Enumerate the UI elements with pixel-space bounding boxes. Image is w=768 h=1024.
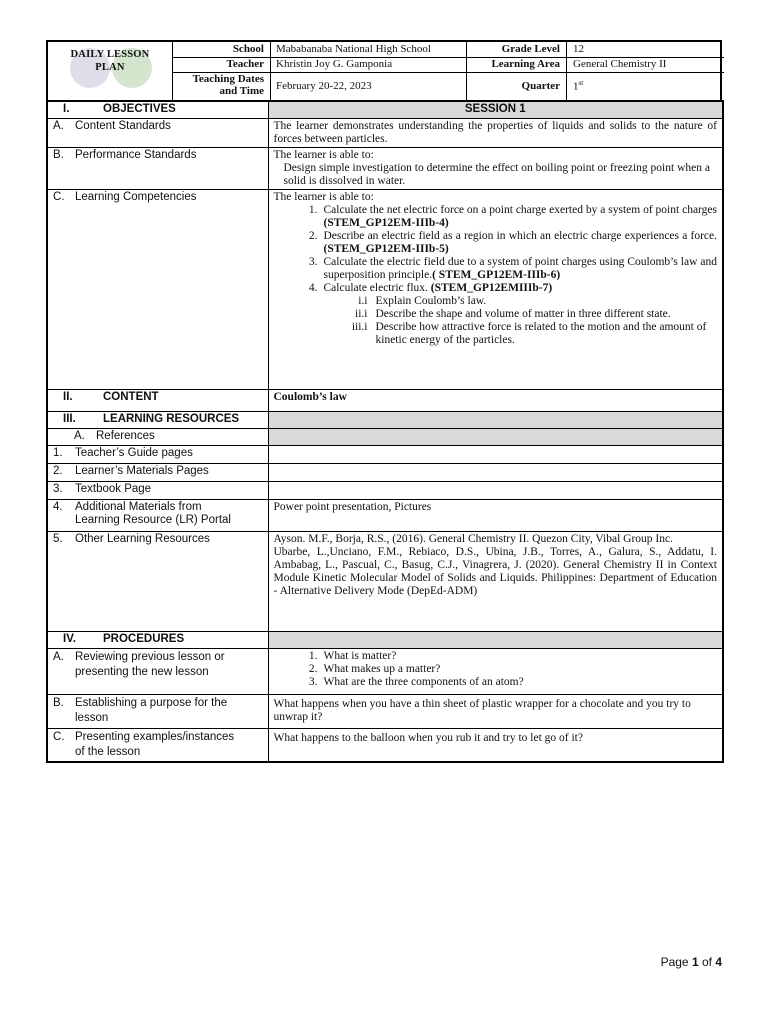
- competency-text: [324, 230, 718, 256]
- school-label: School: [232, 43, 264, 55]
- review-question: [274, 650, 718, 663]
- procedures-heading: [47, 631, 268, 648]
- content-standards-value: The learner demonstrates understanding the properties of liquids and solids to the nature of forces between particles.: [268, 118, 723, 147]
- content-roman: II.: [63, 390, 73, 403]
- footer-of: of: [698, 955, 716, 969]
- competency-sub-item: [274, 321, 718, 347]
- reviewing-letter: A.: [53, 650, 64, 663]
- objectives-heading: [47, 101, 268, 118]
- sub-item-text: Describe how attractive force is related to the motion and the amount of kinetic energy of the particles.: [375, 320, 707, 346]
- competency-item: [274, 282, 718, 295]
- performance-standards-label: [47, 147, 268, 189]
- examples-value: What happens to the balloon when you rub it and try to let go of it?: [268, 728, 723, 762]
- quarter-suffix: st: [578, 79, 584, 87]
- grade-label: Grade Level: [501, 43, 560, 55]
- procedures-title: PROCEDURES: [103, 632, 185, 645]
- competency-description: Calculate the electric field due to a system of point charges using Coulomb’s law and superposition principle.: [323, 255, 717, 281]
- review-question: [274, 663, 718, 676]
- learning-area-label: Learning Area: [491, 58, 560, 70]
- purpose-label-line1: Establishing a purpose for the: [75, 696, 228, 709]
- question-text: What is matter?: [323, 649, 397, 662]
- objectives-roman: I.: [63, 103, 70, 115]
- logo-text-line2: PLAN: [95, 62, 125, 73]
- references-blank: [268, 428, 723, 445]
- teachers-guide-label: [47, 445, 268, 463]
- other-resources-label: [47, 531, 268, 631]
- procedures-blank: [268, 631, 723, 648]
- performance-intro: The learner is able to:: [273, 148, 374, 161]
- competency-code: (STEM_GP12EM-IIIb-5): [323, 242, 449, 255]
- learning-area-value: General Chemistry II: [573, 58, 667, 70]
- references-label: [47, 428, 268, 445]
- references-row: [47, 428, 723, 445]
- competency-description: Describe an electric field as a region in which an electric charge experiences a force.: [323, 229, 717, 242]
- footer-prefix: Page: [660, 955, 692, 969]
- resource-number: 2.: [53, 464, 63, 477]
- daily-lesson-plan-logo: [48, 48, 172, 74]
- competency-description: Calculate electric flux.: [323, 281, 431, 294]
- sub-item-number: i.i: [358, 294, 368, 307]
- examples-letter: C.: [53, 730, 65, 743]
- review-question: [274, 676, 718, 689]
- content-title: CONTENT: [103, 390, 159, 403]
- content-standards-row: [47, 118, 723, 147]
- logo-text-line1: DAILY LESSON: [70, 49, 150, 60]
- examples-label-line1: Presenting examples/instances: [75, 730, 235, 743]
- additional-materials-value: Power point presentation, Pictures: [268, 499, 723, 531]
- purpose-row: [47, 694, 723, 728]
- question-number: 3.: [308, 675, 318, 688]
- competency-number: 2.: [308, 229, 318, 242]
- competency-text: [324, 256, 718, 282]
- teaching-dates-label: [172, 73, 264, 97]
- session-heading: SESSION 1: [268, 101, 723, 118]
- competency-code: (STEM_GP12EMIIIb-7): [430, 281, 553, 294]
- additional-number: 4.: [53, 500, 63, 513]
- examples-label: [47, 728, 268, 762]
- reviewing-label-line2: presenting the new lesson: [75, 665, 209, 678]
- additional-materials-label: [47, 499, 268, 531]
- competency-item: [274, 204, 718, 230]
- resource-row: [47, 481, 723, 499]
- footer-current-page: 1: [691, 955, 699, 969]
- objectives-row: [47, 101, 723, 118]
- question-text: What are the three components of an atom?: [323, 675, 524, 688]
- resource-row: [47, 445, 723, 463]
- textbook-value: [268, 481, 723, 499]
- reviewing-label: [47, 648, 268, 694]
- content-value: Coulomb’s law: [268, 389, 723, 411]
- additional-label-line2: Learning Resource (LR) Portal: [75, 513, 231, 526]
- teacher-label: Teacher: [226, 58, 264, 70]
- quarter-number: 1: [573, 80, 579, 93]
- content-standards-letter: A.: [53, 119, 64, 132]
- competency-code: (STEM_GP12EM-IIIb-4): [323, 216, 449, 229]
- sub-item-number: iii.i: [351, 320, 368, 333]
- question-text: What makes up a matter?: [323, 662, 441, 675]
- references-label-text: References: [96, 429, 155, 442]
- logo-cell: [48, 42, 173, 100]
- content-heading: [47, 389, 268, 411]
- reviewing-value: [268, 648, 723, 694]
- competency-sub-item: [274, 308, 718, 321]
- sub-item-text: Describe the shape and volume of matter in three different state.: [375, 307, 671, 320]
- other-label-text: Other Learning Resources: [75, 532, 210, 545]
- resources-title: LEARNING RESOURCES: [103, 412, 240, 425]
- school-value: Mababanaba National High School: [276, 43, 431, 55]
- competency-item: [274, 230, 718, 256]
- quarter-value: [573, 79, 583, 93]
- performance-standards-value: [268, 147, 723, 189]
- competency-text: [324, 204, 718, 230]
- competency-code: ( STEM_GP12EM-IIIb-6): [432, 268, 561, 281]
- dates-label-line2: and Time: [219, 85, 264, 97]
- references-letter: A.: [74, 429, 85, 442]
- other-resources-value: [268, 531, 723, 631]
- learning-competencies-row: [47, 189, 723, 389]
- purpose-value: What happens when you have a thin sheet of plastic wrapper for a chocolate and you try to unwrap it?: [268, 694, 723, 728]
- learning-resources-heading: [47, 411, 268, 428]
- performance-standards-label-text: Performance Standards: [75, 148, 197, 161]
- competency-item: [274, 256, 718, 282]
- competency-description: Calculate the net electric force on a point charge exerted by a system of point charges: [323, 203, 717, 216]
- performance-text: Design simple investigation to determine the effect on boiling point or freezing point when a solid is dissolved in water.: [283, 161, 710, 187]
- competencies-label-text: Learning Competencies: [75, 190, 197, 203]
- resource-label: Textbook Page: [75, 482, 152, 495]
- learning-competencies-value: [268, 189, 723, 389]
- competencies-letter: C.: [53, 190, 65, 203]
- performance-standards-letter: B.: [53, 148, 64, 161]
- purpose-label: [47, 694, 268, 728]
- learning-competencies-label: [47, 189, 268, 389]
- grade-value: 12: [573, 43, 584, 55]
- competency-sub-item: [274, 295, 718, 308]
- resource-label: Learner’s Materials Pages: [75, 464, 209, 477]
- learning-resources-row: [47, 411, 723, 428]
- header-grid: [46, 40, 722, 100]
- teaching-dates-value: February 20-22, 2023: [276, 80, 372, 92]
- procedures-row: [47, 631, 723, 648]
- teachers-guide-value: [268, 445, 723, 463]
- resource-row: [47, 463, 723, 481]
- lesson-plan-page: [46, 40, 722, 763]
- resource-label: Teacher’s Guide pages: [75, 446, 193, 459]
- lesson-plan-table: [46, 100, 724, 763]
- competencies-sub-list: [274, 295, 718, 347]
- footer-total-pages: 4: [715, 955, 722, 969]
- purpose-label-line2: lesson: [75, 711, 109, 724]
- content-standards-label-text: Content Standards: [75, 119, 171, 132]
- resource-number: 1.: [53, 446, 63, 459]
- performance-standards-row: [47, 147, 723, 189]
- teacher-value: Khristin Joy G. Gamponia: [276, 58, 393, 70]
- dates-label-line1: Teaching Dates: [192, 73, 264, 85]
- content-row: [47, 389, 723, 411]
- other-resources-row: [47, 531, 723, 631]
- other-number: 5.: [53, 532, 63, 545]
- reference-1: Ayson. M.F., Borja, R.S., (2016). General Chemistry II. Quezon City, Vibal Group Inc.: [273, 532, 673, 545]
- competency-number: 3.: [308, 255, 318, 268]
- content-standards-label: [47, 118, 268, 147]
- examples-row: [47, 728, 723, 762]
- learning-resources-blank: [268, 411, 723, 428]
- procedures-roman: IV.: [63, 632, 77, 645]
- question-number: 1.: [308, 649, 318, 662]
- quarter-label: Quarter: [521, 80, 560, 92]
- purpose-letter: B.: [53, 696, 64, 709]
- competencies-list: [274, 204, 718, 295]
- reference-2: Ubarbe, L.,Unciano, F.M., Rebiaco, D.S., Ubina, J.B., Torres, A., Galura, S., Addatu, I. Ambabag, L., Pascual, C., Basug, C.J., Vinagrera, J. (2020). General Chemistry II in Context Module Kinetic Molecular Model of Solids and Liquids. Philippines: Department of Education - Alternative Delivery Mode (DepEd-ADM): [273, 545, 717, 597]
- reviewing-row: [47, 648, 723, 694]
- sub-item-number: ii.i: [355, 307, 368, 320]
- page-footer: [661, 955, 722, 969]
- sub-item-text: Explain Coulomb’s law.: [375, 294, 487, 307]
- competency-number: 1.: [308, 203, 318, 216]
- textbook-label: [47, 481, 268, 499]
- resource-number: 3.: [53, 482, 63, 495]
- competencies-intro: The learner is able to:: [273, 190, 374, 203]
- learners-materials-value: [268, 463, 723, 481]
- examples-label-line2: of the lesson: [75, 745, 141, 758]
- competency-text: [324, 282, 718, 295]
- learners-materials-label: [47, 463, 268, 481]
- additional-materials-row: [47, 499, 723, 531]
- objectives-title: OBJECTIVES: [103, 103, 176, 115]
- question-number: 2.: [308, 662, 318, 675]
- reviewing-label-line1: Reviewing previous lesson or: [75, 650, 225, 663]
- competency-number: 4.: [308, 281, 318, 294]
- additional-label-line1: Additional Materials from: [75, 500, 202, 513]
- resources-roman: III.: [63, 412, 76, 425]
